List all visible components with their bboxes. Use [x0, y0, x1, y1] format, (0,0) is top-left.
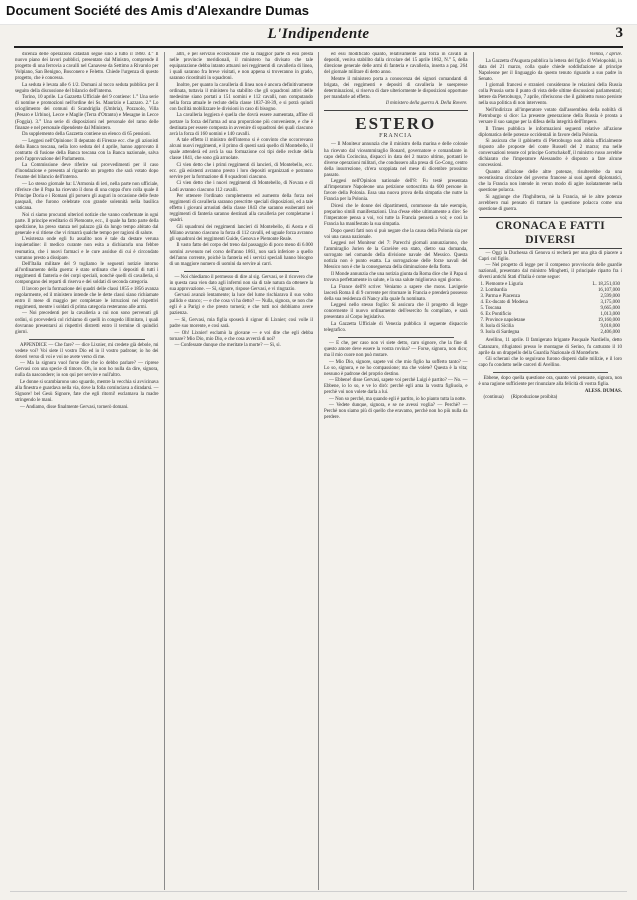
- allocation-amount: 3,175,000: [600, 300, 620, 306]
- column-3: [319, 52, 474, 890]
- column-3-paragraph: — Il Moniteur annunzia che il ministro della marina e delle colonie ha ricevuto dal viceammiraglio Bonard, governatore e comandante in capo della Cocincina, dispacci in data del 2 marzo ultimo, portanti le diverse operazioni militari, che condussero alla presa di Go-Cong, centro della insurrezione, ch'era scoppiata nel mese di dicembre prossimo passato.: [324, 142, 468, 178]
- column-2-paragraph: La cavalleria leggiera è quella che dovrà essere aumentata, affine di portare la forza dell'arma ad una proporzione più conveniente, e che è destinata per essere composta in avvenire di squadroni dei quali ciascuno avrà la forza di 160 uomini e 140 cavalli.: [169, 113, 313, 137]
- feuilleton-paragraph: — Noi chiediamo il permesso di dire al sig. Gervasi, se il ricovero che in questa casa vien dato agli infermi non sia di tale natura da ottenere la sua approvazione. — Sì, signore, rispose Gervasi, e vi ringrazio.: [169, 274, 313, 292]
- column-3-paragraph: Il Monde annunzia che una notizia giunta da Roma dice che il Papa si trovava perfettamente in salute, e la sua salute migliorava ogni giorno.: [324, 271, 468, 283]
- allocation-amount: 19,160,000: [597, 318, 620, 324]
- column-3-paragraph: La France dell'8 scrive: Veniamo a sapere che mons. Lavigerie lascerà Roma il dì 9 corrente per ritornare in Francia e prenderà possesso della sua residenza di Nancy alla quale fu nominato.: [324, 284, 468, 302]
- feuilleton-paragraph: Le donne si scambiarono uno sguardo, mentre la vecchia si avvicinava alla finestra e guardava nella via, dove la folla cominciava a diradarsi. — Signore! bel Gesù Signore, fate che egli ritorni! esclamava la madre stringendo le mani.: [15, 379, 159, 404]
- feuilleton-paragraph: Ebbene, dopo quella questione ora, quanto voi pensaste, signora, non è una ragione sufficiente per rinunziare alla felicità di vostra figlia.: [478, 376, 622, 388]
- column-4-paragraph: La Gazzetta d'Augusta pubblica la lettera del figlio di Wielopolski, in data del 21 marzo, colla quale chiede soddisfazione al principe Napoleone per il linguaggio da questo tenuto riguardo a suo padre in Senato.: [478, 58, 622, 82]
- feuilleton-paragraph: — Andiamo, disse finalmente Gervasi, tornerò domani.: [20, 404, 129, 410]
- feuilleton-column-4: [479, 376, 623, 401]
- allocation-region: 5. Toscana: [480, 306, 502, 312]
- feuilleton-column-1: [15, 343, 159, 411]
- column-2-paragraph: Ci vien detto che i nuovi reggimenti di Montebello, di Novara e di Lodi avranno ciascuno 112 cavalli.: [169, 181, 313, 193]
- column-3-paragraph: Dicesi che le donne dei dipartimenti, commosse da tale esempio, preparino simili manifestazioni. Una d'esse ebbe ultimamente a dire: Se l'imperatore pensa a voi, voi tutte la Francia penserà a voi; e così la Francia ha manifestato la sua simpatia.: [324, 203, 468, 228]
- newspaper-columns: [10, 52, 627, 890]
- column-2-paragraph: Il vasto fatto del corpo del treno dal passaggio di poco meno di 6.000 uomini avvenuto nel corso dell'anno 1861, non sarà inferiore a quello dell'anno corrente, poichè la fanteria ed i servizi speciali hanno bisogno di un maggiore numero di uomini da servire ai carri.: [169, 243, 313, 267]
- column-4-paragraph: I giornali francesi e stranieri considerano le relazioni della Russia colla Prussia sotto il punto di vista delle ultime discussioni parlamentari; lettere da Pietroburgo, 7 aprile, riferiscono che il gabinetto russo persiste nella sua politica di non intervento.: [478, 83, 622, 107]
- allocation-amount: 16,107,000: [597, 288, 620, 294]
- feuilleton-paragraph: Gervasi avanzò lentamente; la luce del lume rischiarava il suo volto pallido e stanco; — e che cosa vi ha detto? — Nulla, signora, se non che egli è a Parigi e che presto tornerà; e che tutti noi dobbiamo avere pazienza.: [169, 293, 313, 317]
- feuilleton-paragraph: — Non so perchè, ma quando egli è partito, io ho pianto tutta la notte.: [329, 396, 467, 402]
- column-2: [165, 52, 320, 890]
- section-subtitle-francia: FRANCIA: [379, 133, 413, 140]
- feuilleton-paragraph: — Ebbene! disse Gervasi, sapete voi perchè Luigi è partito? — No. — Ebbene, io lo so, e ve lo dirò: perchè egli ama la vostra figliuola, e perchè voi non volete darla a lui.: [324, 378, 468, 396]
- allocation-region: 6. Ex Pontificio: [480, 312, 512, 318]
- feuilleton-paragraph: — Confessate dunque che meritate la morte? — Sì, sì.: [174, 343, 281, 349]
- dateline: Vienna, 7 aprile.: [589, 52, 622, 57]
- feuilleton-paragraph: — Oh! Lixnier! esclamò la giovane — e voi dite che egli debba tornare? Mio Dio, mio Dio, e che cosa avverrà di noi?: [169, 330, 313, 342]
- newspaper-name: L'Indipendente: [267, 26, 370, 42]
- allocation-amount: 9,665,000: [600, 306, 620, 312]
- column-1-paragraph: La Commissione deve riferire sui provvedimenti per il caso d'inondazione e presenta al riguardo un progetto che sarà votato dopo l'esame del bilancio dell'interno.: [15, 163, 159, 181]
- allocation-region: 2. Lombardia: [480, 288, 507, 294]
- column-3-paragraph: Leggesi nello stesso foglio: Si assicura che il progetto di legge concernente il nuovo ordinamento dell'esercito fu compilato, e sarà presentato al Corpo legislativo.: [324, 303, 468, 321]
- column-1-paragraph: L'esistenza onde egli fu assalito non è tale da destare veruna inquietudine: il medico curante non esita a dichiararla una febbre reumatica, che i nuovi farmaci e le cure assidue di cui è circondato varranno presto a dissipare.: [15, 237, 159, 261]
- feuilleton-paragraph: — E che, per caso non vi siete detto, caro signore, che la fine di questo amore deve essere la vostra rovina? — Forse, signora, non dico; ma il mio cuore non può mutare.: [324, 340, 468, 359]
- document-banner: [0, 0, 637, 25]
- reproduction-note: (Riproduzione proibita): [510, 395, 558, 401]
- column-4-paragraph: Si aggiunge che l'Inghilterra, nè la Francia, nè le altre potenze avrebbero mai pensato di trattare la questione polacca come una questione di guerra.: [478, 194, 622, 212]
- feuilleton-column-2: [170, 275, 314, 350]
- allocation-region: 4. Ex-ducato di Modena: [480, 300, 528, 306]
- continued-note: [479, 395, 623, 401]
- allocation-amount: 2,599,000: [600, 294, 620, 300]
- column-4: [474, 52, 628, 890]
- allocation-region: 8. Isola di Sicilia: [480, 324, 514, 330]
- cronaca-paragraph: — Oggi la Duchessa di Genova si recherà per una gita di piacere a Capri col figlio.: [478, 250, 622, 262]
- column-1-paragraph: Dell'Italia militare del 9 togliamo le seguenti notizie intorno all'ordinamento della guerra: è stato ordinato che i depositi di tutti i reggimenti di fanteria e dei corpi speciali, nonchè quelli di cavalleria, si compongano dei reparti di riserva e dei soldati di seconda categoria.: [15, 262, 159, 286]
- column-3-paragraph: Mentre il ministero porta a conoscenza dei signori comandanti di brigata, dei reggimenti e depositi di cavalleria le suespresse determinazioni, si riserva di dare ulteriormente le disposizioni opportune per mandarle ad effetto.: [324, 76, 468, 100]
- allocation-amount: 2,406,000: [600, 330, 620, 336]
- allocation-region: 1. Piemonte e Liguria: [480, 282, 523, 288]
- section-title-estero: ESTERO: [324, 110, 468, 132]
- allocation-region: 3. Parma e Piacenza: [480, 294, 520, 300]
- divider: [493, 372, 609, 373]
- banner-title: Document Société des Amis d'Alexandre Dumas: [6, 3, 310, 18]
- column-1-paragraph: dicenza delle operazioni catastali segue sino a tutto il 1860. 4.° Il nuovo piano dei lavori pubblici, presentato dal Ministro, comprende il progetto di una ferrovia a cavalli nel Canavese da Settimo a Rivarolo per Volpiano, San Benigno, Bosconero e Feletto. Chiede l'urgenza di questo progetto, che è concessa.: [15, 52, 159, 82]
- column-1-paragraph: Torino, 10 aprile. La Gazzetta Ufficiale del 9 contiene: 1.° Una serie di nomine e promozioni nell'ordine dei Ss. Maurizio e Lazzaro. 2.° Lo scioglimento dei comuni di Scandriglia (Umbria), Pozzuolo, Villa (Pesaro e Urbino), Lecce e Maglie (Terra d'Otranto) e Mesagne in Lecce (Foggia). 3.° Una serie di disposizioni nel personale del ramo delle finanze e nel personale dipendente dal Ministero.: [15, 95, 159, 131]
- allocation-amount: 1,013,000: [600, 312, 620, 318]
- column-3-paragraph: La Gazzetta Ufficiale di Venezia pubblica il seguente dispaccio telegrafico.: [324, 321, 468, 333]
- allocation-table: [479, 282, 623, 336]
- column-4-paragraph: Il Times pubblica le informazioni seguenti relative all'azione diplomatica delle potenze occidentali in favore della Polonia.: [478, 126, 622, 138]
- divider: [338, 337, 454, 338]
- column-3-paragraph: Leggesi nell'Opinion nationale dell'8: Fu testè presentata all'imperatore Napoleone una petizione sottoscritta da 600 persone in favore della Polonia. Essa una nuova prova della simpatia che nutre la Francia per la Polonia.: [324, 179, 468, 203]
- allocation-amount: L. 18,251,030: [592, 282, 620, 288]
- feuilleton-paragraph: — Vedete dunque, signora, e se ne avessi voglia? — Perchè? — Perchè non siamo più di quello che eravamo, perchè non ho più nulla da perdere.: [324, 403, 468, 421]
- column-2-paragraph: Gli squadroni dei reggimenti lancieri di Montebello, di Aosta e di Milano avranno ciascuno la forza di 112 cavalli, ed uguale forza avranno gli squadroni dei reggimenti Guide, Genova e Piemonte Reale.: [169, 224, 313, 242]
- newspaper-masthead: [14, 26, 623, 48]
- column-2-paragraph: Per ottenere l'ordinato complemento ed aumento della forza nei reggimenti di cavalleria saranno prescritte speciali disposizioni, ed a tale effetto i giovani arruolati della classe 1843 che saranno esuberanti nei reggimenti di fanteria saranno destinati alla cavalleria per completarne i quadri.: [169, 194, 313, 224]
- divider: [184, 271, 300, 272]
- page-bottom-edge: [10, 891, 627, 898]
- column-4-paragraph: Si assicura che il gabinetto di Pietroburgo non abbia ufficialmente risposto alle proposte del conte Russell del 2 marzo; ma nelle conversazioni tenute col principe Gortschakoff, il ministro russo avrebbe dichiarato che l'imperatore Alessandro è disposto a fare alcune concessioni.: [478, 139, 622, 169]
- column-1-paragraph: Noi ci siamo procurati ulteriori notizie che vanno confermate in ogni parte. Il principe ereditario di Piemonte, ecc., il quale ha fatto parte della spedizione, ha preso stanza nel palazzo già da lungo tempo abitato dal generale e si ritiene che vi rimarrà qualche tempo per ragioni di salute.: [15, 212, 159, 236]
- column-4-paragraph: Gli scherani che lo seguivano furono dispersi dalle milizie, e il loro capo fu condotto nelle carceri di Avellino.: [478, 357, 622, 369]
- ministry-signature: Il ministero della guerra A. Della Rovere.: [385, 101, 468, 107]
- column-4-paragraph: Quanto all'azione delle altre potenze, risulterebbe da una recentissima circolare del governo francese ai suoi agenti diplomatici, che la Francia non intende in verun modo di agire isolatamente nella questione polacca.: [478, 169, 622, 194]
- feuilleton-paragraph: — Sì, Gervasi, mia figlia sposerà il signor di Lixnier; così volle il padre suo morente, e così sarà.: [169, 317, 313, 330]
- column-1-paragraph: Da supplemento della Gazzetta contiene un elenco di 65 pensioni.: [22, 132, 152, 138]
- column-3-paragraph: Leggesi nel Moniteur del 7: Parecchi giornali annunziarono, che l'ammiraglio Jurien de la Gravière era stato, dietro sua domanda, surrogato nel comando della divisione navale del Messico. Questa notizia non è punto esatta. La surrogazione delle forze navali del Messico non è che la conseguenza della diminuzione della flotta.: [324, 241, 468, 271]
- column-3-paragraph: Dopo questi fatti non si può negare che la causa della Polonia sia per voi una causa nazionale.: [324, 228, 468, 240]
- column-2-paragraph: altri, e pel servizio eccezionale che la maggior parte di essi presta nelle provincie meridionali, il ministero ha divisato che tale equiparazione debba intanto attuarsi nei reggimenti di cavalleria di linea, i quali saranno fra breve visitati, e non appena si troveranno in grado, saranno ricostituiti in squadroni.: [169, 52, 313, 82]
- allocation-row: [479, 330, 623, 336]
- feuilleton-paragraph: APPENDICE — Che fare? — dice Lixnier, mi credete già debole, mi vedete voi? Voi siete il vostro Dio ed io il vostro padrone; io ho dei doveri verso di voi e voi ne avete verso di me.: [15, 342, 159, 360]
- feuilleton-paragraph: — Mio Dio, signore, sapete voi che mio figlio ha sofferto tanto? — Lo so, signora, e ne ho compassione; ma che volete? Questa è la vita; nessuno è padrone del proprio destino.: [324, 359, 468, 377]
- column-4-paragraph: Nell'indirizzo all'imperatore votato dall'assemblea della nobiltà di Pietroburgo si dice: La presente generazione della Russia è pronta a versare il suo sangue per la difesa della integrità dell'Impero.: [478, 107, 622, 126]
- column-4-paragraph: Avellino, 11 aprile. Il famigerato brigante Pasquale Nardiello, detto Catanzaro, rifugiatosi presso le montagne di Serino, fu catturato il 10 aprile da un drappello della Guardia Nazionale di Monteforte.: [478, 338, 622, 356]
- section-title-cronaca: CRONACA E FATTI DIVERSI: [479, 217, 623, 249]
- cronaca-paragraph: — Nel progetto di legge per il compenso provvisorio delle guardie nazionali, presentato dal ministro Minghetti, il principale riparto fra i diversi antichi Stati d'Italia è come segue:: [478, 263, 622, 281]
- column-1: [10, 52, 165, 890]
- column-1-paragraph: — Lo stesso giornale ha: L'Armonia di ieri, nella parte non ufficiale, riferisce che il Papa ha ricevuto il dono di una coppa d'oro colla quale il Principe Doria e i Romani gli porsero gli auguri in occasione delle feste pasquali, che furono celebrate con grande solennità nella basilica vaticana.: [15, 181, 159, 212]
- continued-label: (continua): [483, 395, 504, 401]
- allocation-region: 7. Province napoletane: [480, 318, 526, 324]
- allocation-region: 9. Isola di Sardegna: [480, 330, 520, 336]
- page-number: 3: [615, 25, 623, 41]
- column-2-paragraph: A tale effetto il ministro dell'interno si è convinto che occorrevano alcuni nuovi reggimenti, e il primo di questi sarà quello di Montebello, il quale attenderà ed avrà la sua formazione coi tipi delle reclute della classe 1841, che sono già arruolate.: [169, 138, 313, 162]
- author-signature: ALESS. DUMAS.: [584, 388, 622, 394]
- column-1-paragraph: — Leggesi nell'Opinione: Il deputato di Firenze ecc. che gli azionisti della Banca toscana, nella loro seduta del 4 aprile, hanno approvato il contratto di fusione della Banca toscana con la Banca nazionale, salva però l'approvazione del Parlamento.: [15, 138, 159, 162]
- allocation-amount: 9,018,000: [600, 324, 620, 330]
- column-2-paragraph: Ci vien detto che i primi reggimenti di lancieri, di Montebello, ecc. ecc. già esistenti avranno presto i loro depositi organizzati e potranno servire per la formazione di 8 squadroni ciascuno.: [169, 162, 313, 180]
- divider: [29, 339, 145, 340]
- column-1-paragraph: — Noi precedenti per la cavalleria a cui non sono pervenuti gli ordini, si provvederà col richiamo di quelli in congedo illimitato, i quali dovranno presentarsi ai rispettivi distretti entro il termine di quindici giorni.: [15, 311, 159, 335]
- column-1-paragraph: La seduta è levata alle 6 1/2. Domani al tocco seduta pubblica per il seguito della discussione del bilancio dell'interno.: [15, 82, 159, 94]
- feuilleton-column-3: [324, 341, 468, 422]
- column-1-paragraph: Il lavoro per la formazione dei quadri delle classi 1855 e 1856 avanza regolarmente, ed il ministero intende che le dette classi siano richiamate entro il mese di maggio per completare le istruzioni nei rispettivi reggimenti, mentre i soldati di prima categoria resteranno alle armi.: [15, 286, 159, 310]
- column-3-paragraph: ed essi modificato quanto, relativamente alla forza in cavalli ai depositi, veniva stabilito dalla circolare del 15 aprile 1862, N.° 5, della direzione generale delle armi di fanteria e cavalleria, inserta a pag. 264 del giornale militare di detto anno.: [324, 52, 468, 76]
- column-2-paragraph: Inoltre, per quanto la cavalleria di linea non è ancora definitivamente ordinata, tuttavia il ministero ha stabilito che gli squadroni attivi delle medesime siano portati a 151 uomini e 112 cavalli, non computando nella forza attuale le reclute della classe 1837-38-39, e si potrà quindi con facilità mobilizzare le divisioni in caso di bisogno.: [169, 82, 313, 112]
- feuilleton-paragraph: — Ma la signora vuol forse dire che io debbo parlare? — riprese Gervasi con una specie di timore. Oh, io non ho nulla da dire, signora, nulla da nascondere; io son qui per servire e null'altro.: [15, 361, 159, 379]
